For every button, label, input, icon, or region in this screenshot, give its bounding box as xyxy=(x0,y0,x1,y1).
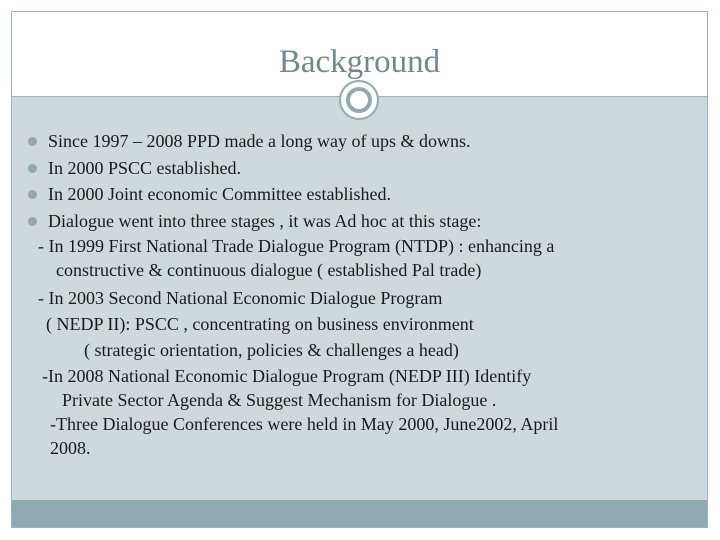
sub-item-nedp2-detail2 xyxy=(28,338,688,362)
slide-body xyxy=(28,128,688,460)
sub-item-nedp2-detail xyxy=(28,312,688,336)
circle-ornament-inner xyxy=(346,87,372,113)
bullet-dot-icon xyxy=(28,190,37,199)
circle-ornament-icon xyxy=(339,80,379,120)
bullet-item xyxy=(28,181,688,208)
bullet-item xyxy=(28,155,688,182)
sub-line: ( strategic orientation, policies & challenges a head) xyxy=(84,340,459,360)
sub-line: -Three Dialogue Conferences were held in May 2000, June2002, April xyxy=(50,414,559,434)
sub-line: 2008. xyxy=(50,438,91,458)
slide-title: Background xyxy=(278,44,441,80)
bullet-text: In 2000 PSCC established. xyxy=(48,157,242,178)
sub-line: ( NEDP II): PSCC , concentrating on business environment xyxy=(46,314,474,334)
sub-item-ntdp xyxy=(28,234,688,282)
sub-line: constructive & continuous dialogue ( established Pal trade) xyxy=(56,260,482,280)
sub-line: Private Sector Agenda & Suggest Mechanism for Dialogue . xyxy=(62,390,497,410)
sub-item-nedp2 xyxy=(28,286,688,310)
bullet-text: Dialogue went into three stages , it was Ad hoc at this stage: xyxy=(48,210,482,231)
bullet-item xyxy=(28,208,688,235)
bullet-dot-icon xyxy=(28,217,37,226)
bullet-item xyxy=(28,128,688,155)
bullet-dot-icon xyxy=(28,164,37,173)
bullet-text: Since 1997 – 2008 PPD made a long way of ups & downs. xyxy=(48,131,471,151)
sub-line: - In 1999 First National Trade Dialogue Program (NTDP) : enhancing a xyxy=(38,236,555,256)
bullet-dot-icon xyxy=(28,137,37,146)
footer-band xyxy=(12,500,707,527)
sub-item-conferences xyxy=(28,412,688,460)
sub-line: -In 2008 National Economic Dialogue Program (NEDP III) Identify xyxy=(42,366,532,386)
bullet-text: In 2000 Joint economic Committee established. xyxy=(48,184,391,204)
sub-item-nedp3 xyxy=(28,364,688,412)
sub-line: - In 2003 Second National Economic Dialogue Program xyxy=(38,288,443,308)
